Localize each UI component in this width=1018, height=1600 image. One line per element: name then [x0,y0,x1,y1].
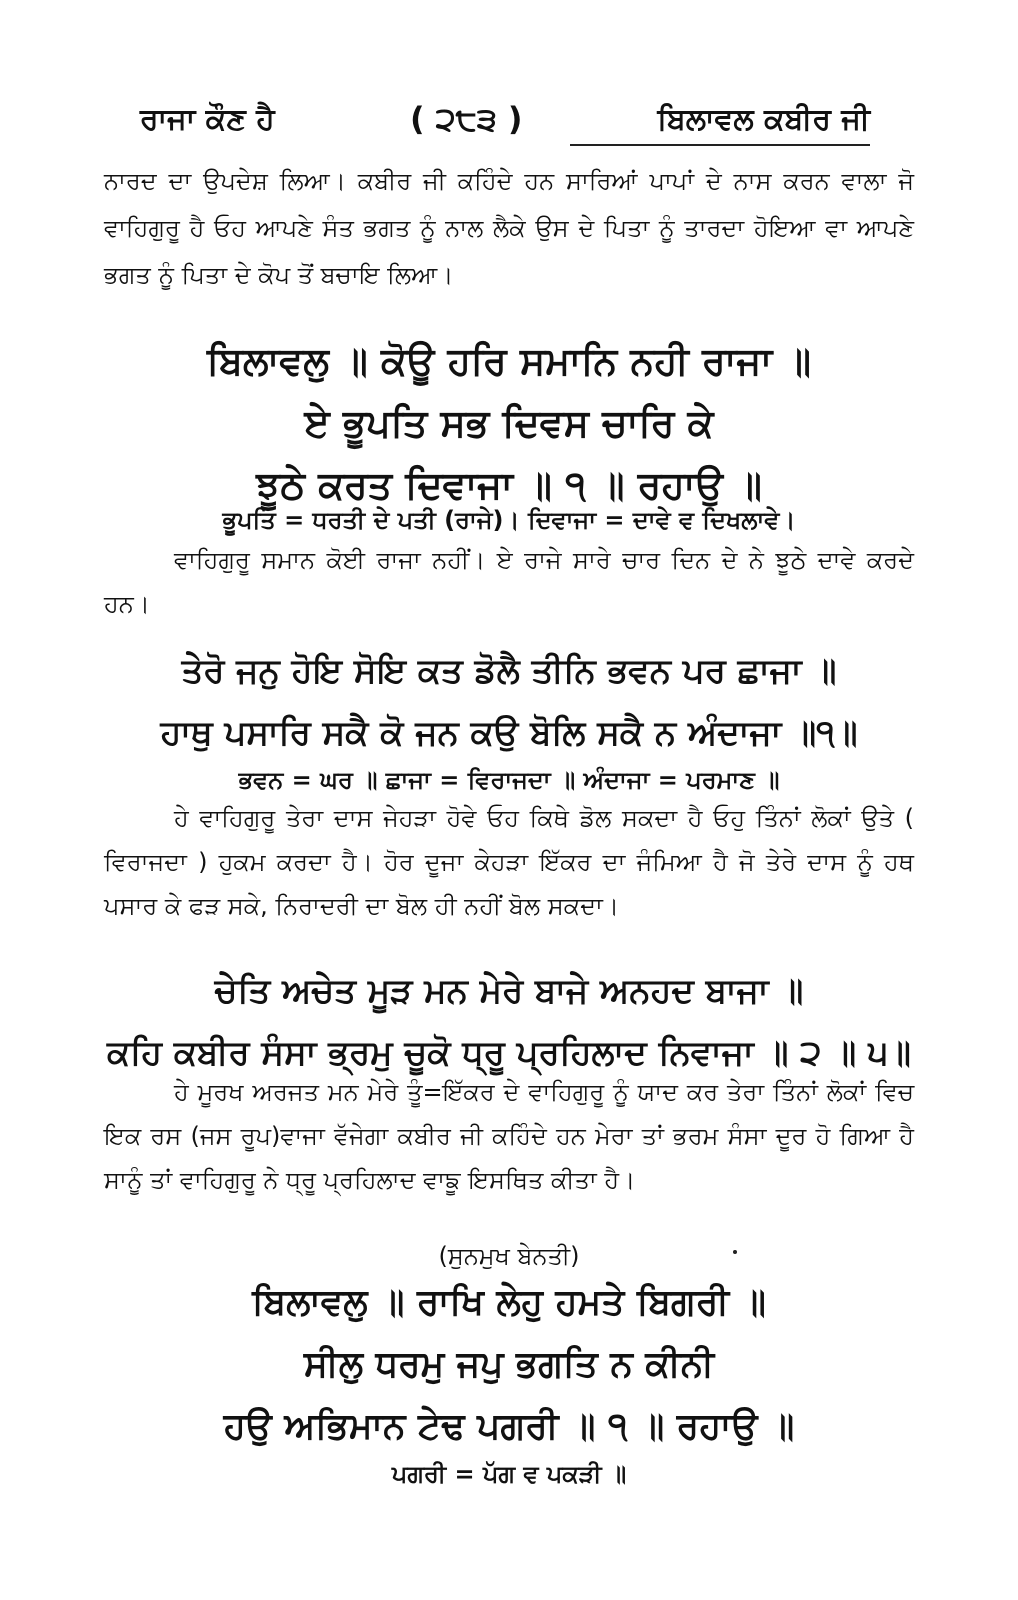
gloss-4: ਪਗਰੀ = ਪੱਗ ਵ ਪਕੜੀ ॥ [391,1460,627,1488]
verse-2 [60,640,958,764]
page-header [120,102,880,152]
gloss-2: ਭਵਨ = ਘਰ ॥ ਛਾਜਾ = ਵਿਰਾਜਦਾ ॥ ਅੰਦਾਜਾ = ਪਰਮਾਣ ॥ [238,766,780,794]
subheading: (ਸੁਨਮੁਖ ਬੇਨਤੀ) [438,1242,580,1270]
verse-1-line-2: ਏ ਭੂਪਤਿ ਸਭ ਦਿਵਸ ਚਾਰਿ ਕੇ [304,401,714,445]
verse-3 [60,960,958,1084]
meaning-3: ਹੇ ਮੂਰਖ ਅਰਜਤ ਮਨ ਮੇਰੇ ਤੂੰ=ਇੱਕਰ ਦੇ ਵਾਹਿਗੁਰੂ ਨੂੰ ਯਾਦ ਕਰ ਤੇਰਾ ਤਿੰਨਾਂ ਲੋਕਾਂ ਵਿਚ ਇਕ ਰਸ (ਜਸ ਰੂਪ)ਵਾਜਾ ਵੱਜੇਗਾ ਕਬੀਰ ਜੀ ਕਹਿੰਦੇ ਹਨ ਮੇਰਾ ਤਾਂ ਭਰਮ ਸੰਸਾ ਦੂਰ ਹੋ ਗਿਆ ਹੈ ਸਾਨੂੰ ਤਾਂ ਵਾਹਿਗੁਰੂ ਨੇ ਧ੍ਰੂ ਪ੍ਰਹਿਲਾਦ ਵਾਙੂ ਇਸਥਿਤ ਕੀਤਾ ਹੈ। [104,1078,914,1194]
verse-3-line-2: ਕਹਿ ਕਬੀਰ ਸੰਸਾ ਭ੍ਰਮੁ ਚੂਕੋ ਧ੍ਰੂ ਪ੍ਰਹਿਲਾਦ ਨਿਵਾਜਾ ॥ ੨ ॥ ੫॥ [107,1033,911,1073]
verse-4-line-1: ਬਿਲਾਵਲੁ ॥ ਰਾਖਿ ਲੇਹੁ ਹਮਤੇ ਬਿਗਰੀ ॥ [252,1282,766,1323]
verse-4 [60,1272,958,1458]
header-title-right: ਬਿਲਾਵਲ ਕਬੀਰ ਜੀ [657,102,870,137]
verse-4-line-3: ਹਉ ਅਭਿਮਾਨ ਟੇਢ ਪਗਰੀ ॥ ੧ ॥ ਰਹਾਉ ॥ [223,1406,795,1447]
verse-1 [60,330,958,516]
verse-2-line-1: ਤੇਰੋ ਜਨੁ ਹੋਇ ਸੋਇ ਕਤ ਡੋਲੈ ਤੀਨਿ ਭਵਨ ਪਰ ਛਾਜਾ ॥ [181,651,837,691]
gloss-1: ਭੂਪਤਿ = ਧਰਤੀ ਦੇ ਪਤੀ (ਰਾਜੇ)। ਦਿਵਾਜਾ = ਦਾਵੇ ਵ ਦਿਖਲਾਵੇ। [222,506,796,534]
meaning-1: ਵਾਹਿਗੁਰੂ ਸਮਾਨ ਕੋਈ ਰਾਜਾ ਨਹੀਂ। ਏ ਰਾਜੇ ਸਾਰੇ ਚਾਰ ਦਿਨ ਦੇ ਨੇ ਝੂਠੇ ਦਾਵੇ ਕਰਦੇ ਹਨ। [104,546,914,618]
verse-4-line-2: ਸੀਲੁ ਧਰਮੁ ਜਪੁ ਭਗਤਿ ਨ ਕੀਨੀ [303,1344,715,1385]
verse-2-line-2: ਹਾਥੁ ਪਸਾਰਿ ਸਕੈ ਕੋ ਜਨ ਕਉ ਬੋਲਿ ਸਕੈ ਨ ਅੰਦਾਜਾ ॥੧॥ [160,713,858,753]
verse-1-line-1: ਬਿਲਾਵਲੁ ॥ ਕੋਊ ਹਰਿ ਸਮਾਨਿ ਨਹੀ ਰਾਜਾ ॥ [206,339,812,383]
page-number: ( ੨੮੩ ) [410,100,523,138]
header-title-left: ਰਾਜਾ ਕੌਣ ਹੈ [140,102,275,137]
ink-dot [733,1250,737,1254]
intro-paragraph: ਨਾਰਦ ਦਾ ਉਪਦੇਸ਼ ਲਿਆ। ਕਬੀਰ ਜੀ ਕਹਿੰਦੇ ਹਨ ਸਾਰਿਆਂ ਪਾਪਾਂ ਦੇ ਨਾਸ ਕਰਨ ਵਾਲਾ ਜੋ ਵਾਹਿਗੁਰੂ ਹੈ ਓਹ ਆਪਣੇ ਸੰਤ ਭਗਤ ਨੂੰ ਨਾਲ ਲੈਕੇ ਉਸ ਦੇ ਪਿਤਾ ਨੂੰ ਤਾਰਦਾ ਹੋਇਆ ਵਾ ਆਪਣੇ ਭਗਤ ਨੂੰ ਪਿਤਾ ਦੇ ਕੋਪ ਤੋਂ ਬਚਾਇ ਲਿਆ। [104,167,914,289]
verse-1-line-3: ਝੂਠੇ ਕਰਤ ਦਿਵਾਜਾ ॥ ੧ ॥ ਰਹਾਉ ॥ [256,463,762,507]
meaning-2: ਹੇ ਵਾਹਿਗੁਰੂ ਤੇਰਾ ਦਾਸ ਜੇਹੜਾ ਹੋਵੇ ਓਹ ਕਿਥੇ ਡੋਲ ਸਕਦਾ ਹੈ ਓਹੁ ਤਿੰਨਾਂ ਲੋਕਾਂ ਉਤੇ ( ਵਿਰਾਜਦਾ ) ਹੁਕਮ ਕਰਦਾ ਹੈ। ਹੋਰ ਦੂਜਾ ਕੇਹੜਾ ਇੱਕਰ ਦਾ ਜੰਮਿਆ ਹੈ ਜੋ ਤੇਰੇ ਦਾਸ ਨੂੰ ਹਥ ਪਸਾਰ ਕੇ ਫੜ ਸਕੇ, ਨਿਰਾਦਰੀ ਦਾ ਬੋਲ ਹੀ ਨਹੀਂ ਬੋਲ ਸਕਦਾ। [104,804,914,920]
verse-3-line-1: ਚੇਤਿ ਅਚੇਤ ਮੂੜ ਮਨ ਮੇਰੇ ਬਾਜੇ ਅਨਹਦ ਬਾਜਾ ॥ [214,971,804,1011]
header-rule [570,144,870,146]
